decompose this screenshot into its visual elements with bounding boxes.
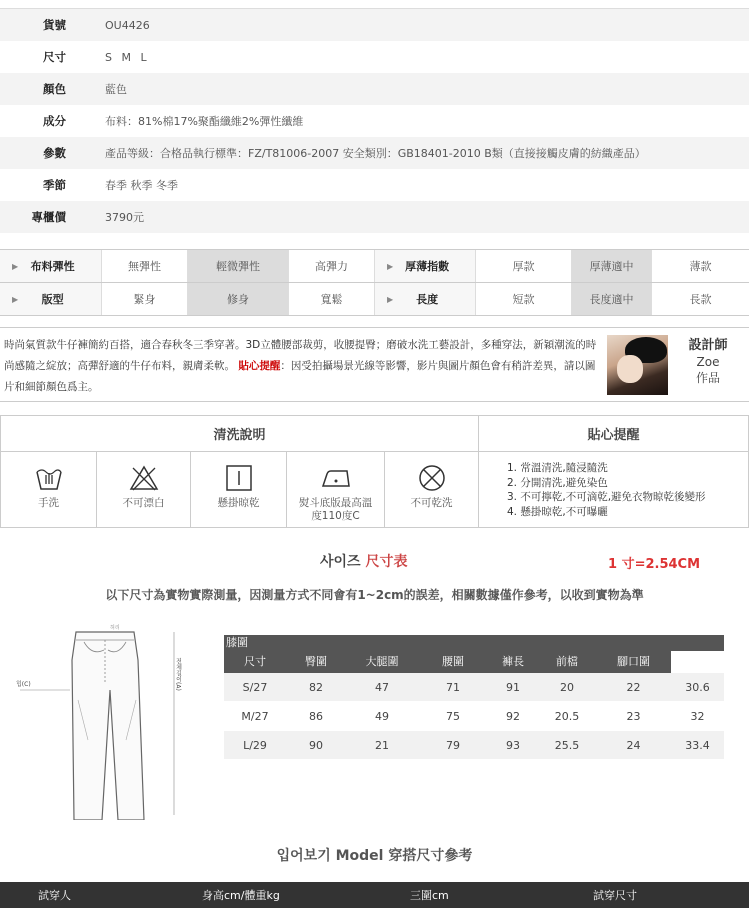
waist-label: 허리 [110, 625, 120, 631]
triangle-right-icon: ▶ [387, 261, 394, 271]
attribute-row [0, 283, 749, 316]
attribute-label: ▶ 版型 [0, 283, 102, 315]
attribute-option-selected: 長度適中 [572, 283, 652, 315]
attribute-option: 高彈力 [289, 250, 375, 282]
model-section-title: 입어보기 Model 穿搭尺寸參考 [276, 848, 473, 864]
description-text: 時尚氣質款牛仔褲簡約百搭，適合春秋冬三季穿著。3D立體腰部裁剪，收腰提臀；磨破水洗工藝設計，多種穿法，新穎潮流的時尚感隨之綻放；高彈舒適的牛仔布料，親膚柔軟。 貼心提醒：因受拍攝場景光線等影響，影片與圖片顏色會有稍許差異，請以圖片和細節顏色爲主。 [4, 339, 597, 393]
attribute-label: ▶ 厚薄指數 [375, 250, 476, 282]
attribute-option: 緊身 [102, 283, 188, 315]
size-table [224, 635, 724, 760]
column-header: 三圍cm [410, 889, 449, 902]
reminder-highlight: 貼心提醒 [238, 360, 281, 372]
spec-row-color [0, 73, 749, 105]
attribute-option-selected: 修身 [188, 283, 289, 315]
spec-row-size [0, 41, 749, 73]
table-row: S/27 82 47 71 91 20 22 30.6 [224, 673, 724, 702]
spec-row-sku [0, 9, 749, 41]
tips-title: 貼心提醒 [587, 428, 640, 443]
hang-dry-icon [224, 464, 254, 492]
spec-key: 專櫃價 [31, 210, 66, 224]
attribute-grid [0, 249, 749, 316]
tip-item: 4. 懸掛晾乾,不可曝曬 [507, 505, 608, 518]
spec-row-params [0, 137, 749, 169]
attribute-option: 寬鬆 [289, 283, 375, 315]
length-label: 전체길이(A) [174, 658, 182, 691]
attribute-option: 短款 [476, 283, 572, 315]
size-unit-note: 1 寸=2.54CM [608, 557, 701, 572]
care-item: 不可漂白 [97, 452, 191, 527]
care-item: 手洗 [1, 452, 97, 527]
attribute-option: 厚款 [476, 250, 572, 282]
hip-label: 힙(C) [16, 681, 31, 688]
care-item: 不可乾洗 [385, 452, 479, 527]
attribute-row [0, 250, 749, 283]
size-table-top-label: 膝圍 [224, 635, 724, 651]
attribute-option-selected: 輕微彈性 [188, 250, 289, 282]
attribute-option: 無彈性 [102, 250, 188, 282]
designer-label: 設計師 Zoe 作品 [688, 338, 728, 385]
size-disclaimer: 以下尺寸為實物實際測量，因測量方式不同會有1~2cm的誤差，相關數據僅作參考，以收到實物為準 [105, 588, 644, 602]
size-table-header: 尺寸 臀圍 大腿圍 腰圍 褲長 前檔 腳口圍 [224, 651, 724, 673]
no-bleach-icon [129, 464, 159, 492]
attribute-option: 長款 [689, 293, 712, 306]
care-section [0, 415, 749, 528]
spec-value: 春季 秋季 冬季 [105, 179, 178, 192]
spec-key: 貨號 [43, 18, 66, 32]
column-header: 身高cm/體重kg [202, 889, 280, 902]
spec-value: 3790元 [105, 211, 144, 224]
table-row: L/29 90 21 79 93 25.5 24 33.4 [224, 731, 724, 760]
spec-key: 季節 [43, 178, 66, 192]
size-chart-title: 사이즈 尺寸表 [320, 554, 408, 570]
product-description [0, 327, 749, 402]
spec-key: 顏色 [43, 82, 66, 96]
hand-wash-icon [34, 464, 64, 492]
wash-title: 清洗說明 [1, 416, 479, 451]
tip-item: 1. 常溫清洗,隨浸隨洗 [507, 462, 608, 474]
attribute-label: ▶ 長度 [375, 283, 476, 315]
spec-table [0, 8, 749, 233]
spec-value: 藍色 [105, 83, 127, 96]
spec-key: 成分 [43, 114, 66, 128]
attribute-option: 薄款 [689, 260, 712, 273]
spec-key: 參數 [43, 146, 66, 160]
pants-diagram [14, 620, 214, 820]
spec-value: S M L [105, 50, 150, 64]
attribute-option-selected: 厚薄適中 [572, 250, 652, 282]
no-dry-clean-icon [417, 464, 447, 492]
triangle-right-icon: ▶ [12, 294, 19, 304]
triangle-right-icon: ▶ [12, 261, 19, 271]
column-header: 試穿人 [38, 889, 71, 902]
designer-photo [607, 335, 668, 395]
attribute-label: ▶ 布料彈性 [0, 250, 102, 282]
spec-value: 布料：81%棉17%聚酯纖維2%彈性纖維 [105, 115, 304, 128]
spec-value: 產品等級：合格品執行標準：FZ/T81006-2007 安全類別：GB18401-2010 B類（直接接觸皮膚的紡織產品） [105, 147, 646, 160]
care-item: 熨斗底版最高溫度110度C [287, 452, 385, 527]
care-item: 懸掛晾乾 [191, 452, 287, 527]
care-tips-list [479, 452, 748, 527]
model-table-header [0, 882, 749, 908]
tip-item: 3. 不可擰乾,不可滴乾,避免衣物晾乾後變形 [507, 491, 706, 503]
iron-icon [321, 464, 351, 492]
triangle-right-icon: ▶ [387, 294, 394, 304]
spec-row-season [0, 169, 749, 201]
tip-item: 2. 分開清洗,避免染色 [507, 476, 608, 489]
spec-row-price [0, 201, 749, 233]
spec-key: 尺寸 [43, 50, 66, 64]
table-row: M/27 86 49 75 92 20.5 23 32 [224, 702, 724, 731]
column-header: 試穿尺寸 [593, 889, 637, 902]
spec-row-material [0, 105, 749, 137]
spec-value: OU4426 [105, 18, 150, 32]
